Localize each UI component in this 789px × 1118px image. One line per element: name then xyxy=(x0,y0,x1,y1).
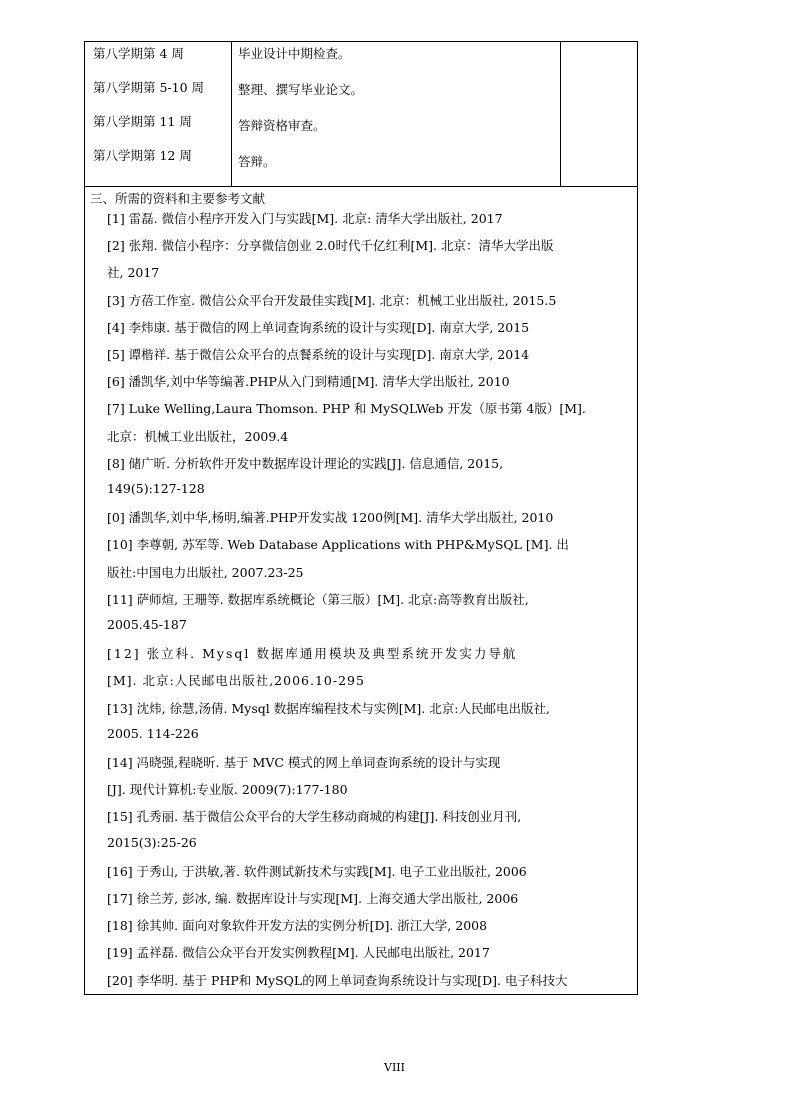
schedule-period: 第八学期第 12 周 xyxy=(93,148,192,163)
reference-line: [5] 谭楷祥. 基于微信公众平台的点餐系统的设计与实现[D]. 南京大学, 2014 xyxy=(107,347,530,362)
reference-line: [J]. 现代计算机:专业版. 2009(7):177-180 xyxy=(107,782,348,797)
reference-line: [13] 沈炜, 徐慧,汤倩. Mysql 数据库编程技术与实例[M]. 北京:人民邮电出版社, xyxy=(107,701,550,716)
schedule-table xyxy=(85,42,637,187)
reference-line: 北京：机械工业出版社，2009.4 xyxy=(107,429,289,444)
reference-line: [10] 李尊朝, 苏军等. Web Database Applications with PHP&MySQL [M]. 出 xyxy=(107,537,569,552)
reference-line: [15] 孔秀丽. 基于微信公众平台的大学生移动商城的构建[J]. 科技创业月刊, xyxy=(107,809,522,824)
reference-line: [12] 张立科. Mysql 数据库通用模块及典型系统开发实力导航 xyxy=(107,646,518,661)
schedule-task: 答辩资格审查。 xyxy=(238,118,326,133)
reference-line: 2015(3):25-26 xyxy=(107,835,197,850)
reference-line: [18] 徐其帅. 面向对象软件开发方法的实例分析[D]. 浙江大学, 2008 xyxy=(107,918,488,933)
reference-line: [14] 冯晓强,程晓昕. 基于 MVC 模式的网上单词查询系统的设计与实现 xyxy=(107,755,501,770)
reference-line: 2005.45-187 xyxy=(107,617,187,632)
reference-line: [3] 方蓓工作室. 微信公众平台开发最佳实践[M]. 北京：机械工业出版社, 2015.5 xyxy=(107,293,557,308)
reference-line: 149(5):127-128 xyxy=(107,481,205,496)
schedule-task: 毕业设计中期检查。 xyxy=(238,46,351,61)
section-title: 三、所需的资料和主要参考文献 xyxy=(90,191,266,206)
schedule-period: 第八学期第 5-10 周 xyxy=(93,80,205,95)
reference-line: [11] 萨师煊, 王珊等. 数据库系统概论（第三版）[M]. 北京:高等教育出版社, xyxy=(107,592,529,607)
reference-line: [16] 于秀山, 于洪敏,著. 软件测试新技术与实践[M]. 电子工业出版社, 2006 xyxy=(107,864,527,879)
schedule-task: 答辩。 xyxy=(238,154,276,169)
reference-line: [20] 李华明. 基于 PHP和 MySQL的网上单词查询系统设计与实现[D]. 电子科技大 xyxy=(107,973,568,988)
reference-line: 社, 2017 xyxy=(107,265,160,280)
reference-line: [8] 储广昕. 分析软件开发中数据库设计理论的实践[J]. 信息通信, 2015, xyxy=(107,456,504,471)
reference-line: [M]. 北京:人民邮电出版社,2006.10-295 xyxy=(107,673,365,688)
column-divider xyxy=(560,42,561,187)
document-table xyxy=(84,41,638,995)
schedule-period: 第八学期第 11 周 xyxy=(93,114,192,129)
reference-line: 版社:中国电力出版社, 2007.23-25 xyxy=(107,565,304,580)
column-divider xyxy=(231,42,232,187)
schedule-task: 整理、撰写毕业论文。 xyxy=(238,82,364,97)
reference-line: [6] 潘凯华,刘中华等编著.PHP从入门到精通[M]. 清华大学出版社, 2010 xyxy=(107,374,510,389)
reference-line: [0] 潘凯华,刘中华,杨明,编著.PHP开发实战 1200例[M]. 清华大学出版社, 2010 xyxy=(107,510,554,525)
page-number: VIII xyxy=(384,1061,405,1074)
schedule-period: 第八学期第 4 周 xyxy=(93,46,184,61)
reference-line: [7] Luke Welling,Laura Thomson. PHP 和 MySQLWeb 开发（原书第 4版）[M]. xyxy=(107,401,586,416)
reference-line: [4] 李炜康. 基于微信的网上单词查询系统的设计与实现[D]. 南京大学, 2015 xyxy=(107,320,530,335)
reference-line: [1] 雷磊. 微信小程序开发入门与实践[M]. 北京: 清华大学出版社, 2017 xyxy=(107,211,503,226)
reference-line: [2] 张翔. 微信小程序：分享微信创业 2.0时代千亿红利[M]. 北京：清华大学出版 xyxy=(107,238,554,253)
reference-line: [17] 徐兰芳, 彭冰, 编. 数据库设计与实现[M]. 上海交通大学出版社, 2006 xyxy=(107,891,519,906)
reference-line: [19] 孟祥磊. 微信公众平台开发实例教程[M]. 人民邮电出版社, 2017 xyxy=(107,945,490,960)
reference-line: 2005. 114-226 xyxy=(107,726,199,741)
